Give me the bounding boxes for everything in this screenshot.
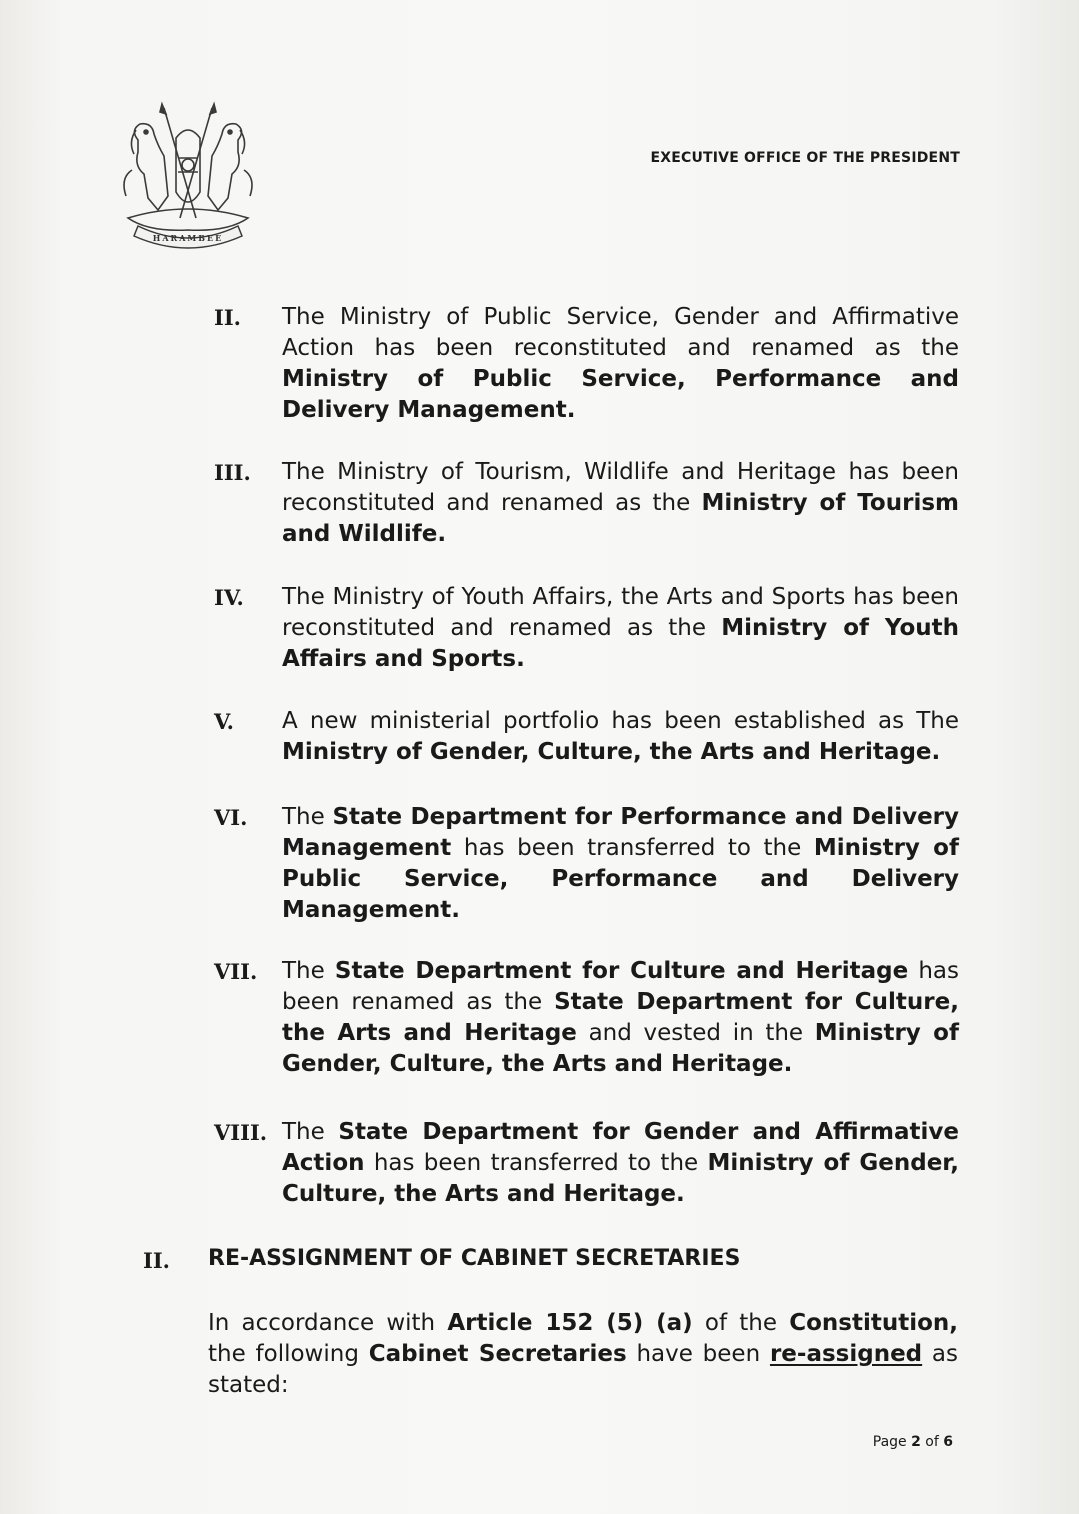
section-numeral: II. [143, 1248, 170, 1273]
office-header: EXECUTIVE OFFICE OF THE PRESIDENT [650, 150, 960, 166]
item-bold-text: State Department for Culture, the Arts and Heritage [282, 989, 959, 1046]
item-bold-text: State Department for Gender and Affirmative Action [282, 1119, 959, 1176]
item-text [282, 582, 959, 675]
item-bold-text: Ministry of Gender, Culture, the Arts and Heritage. [282, 1020, 959, 1077]
page-prefix: Page [872, 1434, 912, 1450]
item-plain-text: The Ministry of Public Service, Gender and Affirmative Action has been reconstituted and renamed as the [282, 304, 959, 361]
list-item [214, 706, 959, 768]
item-numeral: IV. [214, 585, 244, 610]
page-number [873, 1434, 953, 1450]
item-plain-text: The [282, 1119, 339, 1145]
item-plain-text: and vested in the [576, 1020, 815, 1046]
item-text [282, 956, 959, 1080]
item-bold-text: State Department for Performance and Delivery Management [282, 804, 960, 861]
item-numeral: II. [214, 305, 241, 330]
item-bold-text: State Department for Culture and Heritage [334, 958, 909, 984]
item-bold-text: Ministry of Gender, Culture, the Arts and Heritage. [282, 1150, 959, 1207]
item-plain-text: The [282, 804, 333, 830]
page-total: 6 [943, 1434, 953, 1450]
item-plain-text: The [282, 958, 335, 984]
item-plain-text: The Ministry of Youth Affairs, the Arts and Sports has been reconstituted and renamed as the [282, 584, 959, 641]
coat-of-arms-emblem [108, 100, 268, 250]
list-item [214, 457, 959, 550]
intro-cabinet-secretaries: Cabinet Secretaries [368, 1341, 627, 1367]
list-item [214, 582, 959, 675]
item-bold-text: Ministry of Gender, Culture, the Arts and Heritage. [282, 739, 941, 765]
item-bold-text: Ministry of Public Service, Performance and Delivery Management. [282, 366, 959, 423]
intro-text: of the [692, 1310, 790, 1336]
item-bold-text: Ministry of Public Service, Performance and Delivery Management. [282, 835, 959, 923]
emblem-motto: HARAMBEE [152, 233, 224, 243]
item-numeral: VII. [214, 959, 258, 984]
item-plain-text: has been transferred to the [451, 835, 814, 861]
item-bold-text: Ministry of Youth Affairs and Sports. [282, 615, 959, 672]
list-item [214, 302, 959, 426]
item-bold-text: Ministry of Tourism and Wildlife. [282, 490, 959, 547]
item-plain-text: The Ministry of Tourism, Wildlife and Heritage has been reconstituted and renamed as the [282, 459, 959, 516]
item-numeral: VIII. [214, 1120, 268, 1145]
item-text [282, 706, 959, 768]
item-plain-text: A new ministerial portfolio has been established as The [282, 708, 959, 734]
page-of: of [920, 1434, 944, 1450]
page-current: 2 [911, 1434, 921, 1450]
intro-text: have been [626, 1341, 770, 1367]
intro-constitution: Constitution, [789, 1310, 958, 1336]
item-text [282, 802, 959, 926]
item-text [282, 457, 959, 550]
intro-text: In accordance with [208, 1310, 448, 1336]
list-item [214, 1117, 959, 1210]
item-numeral: V. [214, 709, 234, 734]
list-item [214, 956, 959, 1080]
item-plain-text: has been transferred to the [364, 1150, 708, 1176]
intro-reassigned: re-assigned [769, 1341, 923, 1367]
item-text [282, 302, 959, 426]
intro-text: as stated: [208, 1341, 958, 1398]
list-item [214, 802, 959, 926]
intro-article-reference: Article 152 (5) (a) [447, 1310, 693, 1336]
section-intro-paragraph [208, 1308, 958, 1401]
item-text [282, 1117, 959, 1210]
item-numeral: VI. [214, 805, 248, 830]
item-plain-text: has been renamed as the [282, 958, 959, 1015]
item-numeral: III. [214, 460, 251, 485]
section-title: RE-ASSIGNMENT OF CABINET SECRETARIES [208, 1246, 741, 1271]
intro-text: the following [208, 1341, 369, 1367]
